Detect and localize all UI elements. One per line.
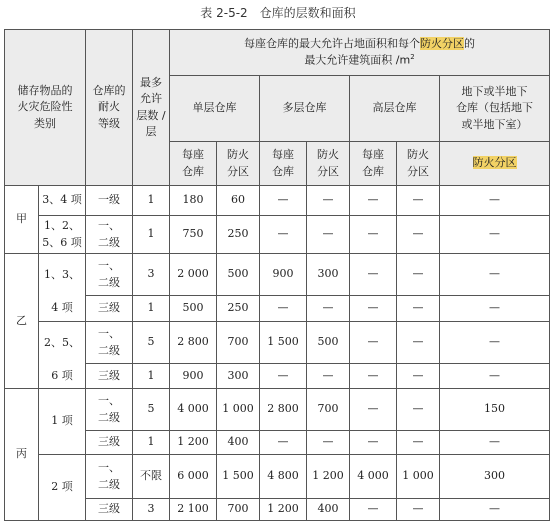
- table-cell: —: [397, 431, 440, 455]
- table-cell: 300: [440, 455, 550, 499]
- table-cell: 700: [217, 499, 260, 521]
- table-cell: 1 200: [170, 431, 217, 455]
- table-cell: —: [350, 364, 397, 389]
- floors-cell: 3: [133, 254, 170, 296]
- table-cell: 1 500: [217, 455, 260, 499]
- table-cell: 1 200: [260, 499, 307, 521]
- table-cell: 400: [307, 499, 350, 521]
- floors-cell: 1: [133, 431, 170, 455]
- highlight-fire-zone: 防火分区: [420, 36, 464, 50]
- table-row: [5, 431, 550, 455]
- header-underground: 地下或半地下 仓库（包括地下 或半地下室）: [440, 76, 550, 142]
- sub-category-cell: 2 项: [39, 455, 86, 521]
- table-cell: 700: [217, 322, 260, 364]
- table-cell: —: [350, 322, 397, 364]
- table-cell: —: [440, 216, 550, 254]
- table-cell: 400: [217, 431, 260, 455]
- table-row: [5, 254, 550, 296]
- header-fire-zone: 防火 分区: [397, 142, 440, 186]
- header-fire-zone: 防火 分区: [307, 142, 350, 186]
- header-underground-zone: 防火分区: [440, 142, 550, 186]
- table-cell: —: [440, 431, 550, 455]
- floors-cell: 不限: [133, 455, 170, 499]
- floors-cell: 1: [133, 216, 170, 254]
- fire-rating-cell: 三级: [86, 431, 133, 455]
- table-cell: 6 000: [170, 455, 217, 499]
- fire-rating-cell: 一、 二级: [86, 455, 133, 499]
- header-max-area: 每座仓库的最大允许占地面积和每个防火分区的 最大允许建筑面积 $/m^2$: [170, 30, 550, 76]
- table-cell: 500: [307, 322, 350, 364]
- table-cell: —: [440, 322, 550, 364]
- table-cell: 1 000: [397, 455, 440, 499]
- floors-cell: 1: [133, 186, 170, 216]
- fire-rating-cell: 一、 二级: [86, 254, 133, 296]
- table-row: [5, 216, 550, 254]
- header-high-rise: 高层仓库: [350, 76, 440, 142]
- table-cell: —: [260, 364, 307, 389]
- sub-category-cell: 6 项: [39, 364, 86, 389]
- fire-rating-cell: 一、 二级: [86, 322, 133, 364]
- table-row: [5, 455, 550, 499]
- floors-cell: 1: [133, 364, 170, 389]
- warehouse-table: [4, 29, 550, 521]
- table-row: [5, 389, 550, 431]
- table-cell: 180: [170, 186, 217, 216]
- table-cell: —: [307, 431, 350, 455]
- header-category: 储存物品的 火灾危险性 类别: [5, 30, 86, 186]
- header-each-warehouse: 每座 仓库: [350, 142, 397, 186]
- sub-category-cell: 1、2、 5、6 项: [39, 216, 86, 254]
- table-cell: —: [440, 254, 550, 296]
- table-cell: 1 200: [307, 455, 350, 499]
- category-cell: 乙: [5, 254, 39, 389]
- floors-cell: 5: [133, 322, 170, 364]
- table-row: [5, 186, 550, 216]
- table-cell: —: [397, 364, 440, 389]
- table-cell: 2 800: [260, 389, 307, 431]
- table-cell: —: [350, 296, 397, 322]
- fire-rating-cell: 三级: [86, 364, 133, 389]
- sub-category-cell: 2、5、: [39, 322, 86, 364]
- header-fire-zone: 防火 分区: [217, 142, 260, 186]
- table-cell: —: [440, 364, 550, 389]
- table-cell: 500: [170, 296, 217, 322]
- fire-rating-cell: 三级: [86, 296, 133, 322]
- table-caption: 表 2-5-2 仓库的层数和面积: [200, 6, 356, 20]
- table-cell: —: [397, 499, 440, 521]
- table-cell: 4 000: [170, 389, 217, 431]
- table-cell: 300: [307, 254, 350, 296]
- fire-rating-cell: 三级: [86, 499, 133, 521]
- table-cell: —: [350, 216, 397, 254]
- header-single-storey: 单层仓库: [170, 76, 260, 142]
- fire-rating-cell: 一、 二级: [86, 389, 133, 431]
- table-row: [5, 364, 550, 389]
- floors-cell: 1: [133, 296, 170, 322]
- table-cell: —: [397, 322, 440, 364]
- table-cell: 2 100: [170, 499, 217, 521]
- table-cell: —: [307, 216, 350, 254]
- table-cell: —: [440, 499, 550, 521]
- floors-cell: 5: [133, 389, 170, 431]
- table-cell: 2 800: [170, 322, 217, 364]
- sub-category-cell: 3、4 项: [39, 186, 86, 216]
- table-cell: —: [440, 296, 550, 322]
- sub-category-cell: 4 项: [39, 296, 86, 322]
- table-cell: —: [260, 186, 307, 216]
- table-cell: 1 000: [217, 389, 260, 431]
- table-cell: 250: [217, 216, 260, 254]
- floors-cell: 3: [133, 499, 170, 521]
- table-cell: 900: [260, 254, 307, 296]
- header-each-warehouse: 每座 仓库: [170, 142, 217, 186]
- table-cell: 250: [217, 296, 260, 322]
- sub-category-cell: 1 项: [39, 389, 86, 455]
- table-cell: —: [307, 296, 350, 322]
- table-cell: —: [350, 431, 397, 455]
- table-cell: —: [397, 186, 440, 216]
- category-cell: 丙: [5, 389, 39, 521]
- table-row: [5, 322, 550, 364]
- table-cell: 1 500: [260, 322, 307, 364]
- header-each-warehouse: 每座 仓库: [260, 142, 307, 186]
- table-cell: 700: [307, 389, 350, 431]
- table-cell: —: [397, 296, 440, 322]
- table-cell: —: [397, 216, 440, 254]
- table-cell: —: [397, 254, 440, 296]
- table-cell: 900: [170, 364, 217, 389]
- category-cell: 甲: [5, 186, 39, 254]
- table-cell: —: [350, 254, 397, 296]
- table-row: [5, 296, 550, 322]
- table-cell: 60: [217, 186, 260, 216]
- table-cell: —: [440, 186, 550, 216]
- table-cell: —: [350, 389, 397, 431]
- table-cell: —: [260, 296, 307, 322]
- header-fire-rating: 仓库的 耐火 等级: [86, 30, 133, 186]
- table-cell: —: [307, 364, 350, 389]
- header-multi-storey: 多层仓库: [260, 76, 350, 142]
- table-cell: 150: [440, 389, 550, 431]
- table-cell: —: [307, 186, 350, 216]
- fire-rating-cell: 一、 二级: [86, 216, 133, 254]
- table-cell: —: [397, 389, 440, 431]
- table-cell: 300: [217, 364, 260, 389]
- table-cell: —: [260, 216, 307, 254]
- table-cell: —: [350, 499, 397, 521]
- fire-rating-cell: 一级: [86, 186, 133, 216]
- table-cell: —: [260, 431, 307, 455]
- table-cell: 2 000: [170, 254, 217, 296]
- table-cell: —: [350, 186, 397, 216]
- table-cell: 4 000: [350, 455, 397, 499]
- header-max-floors: 最多 允许 层数 / 层: [133, 30, 170, 186]
- table-cell: 750: [170, 216, 217, 254]
- table-cell: 500: [217, 254, 260, 296]
- table-row: [5, 499, 550, 521]
- table-cell: 4 800: [260, 455, 307, 499]
- sub-category-cell: 1、3、: [39, 254, 86, 296]
